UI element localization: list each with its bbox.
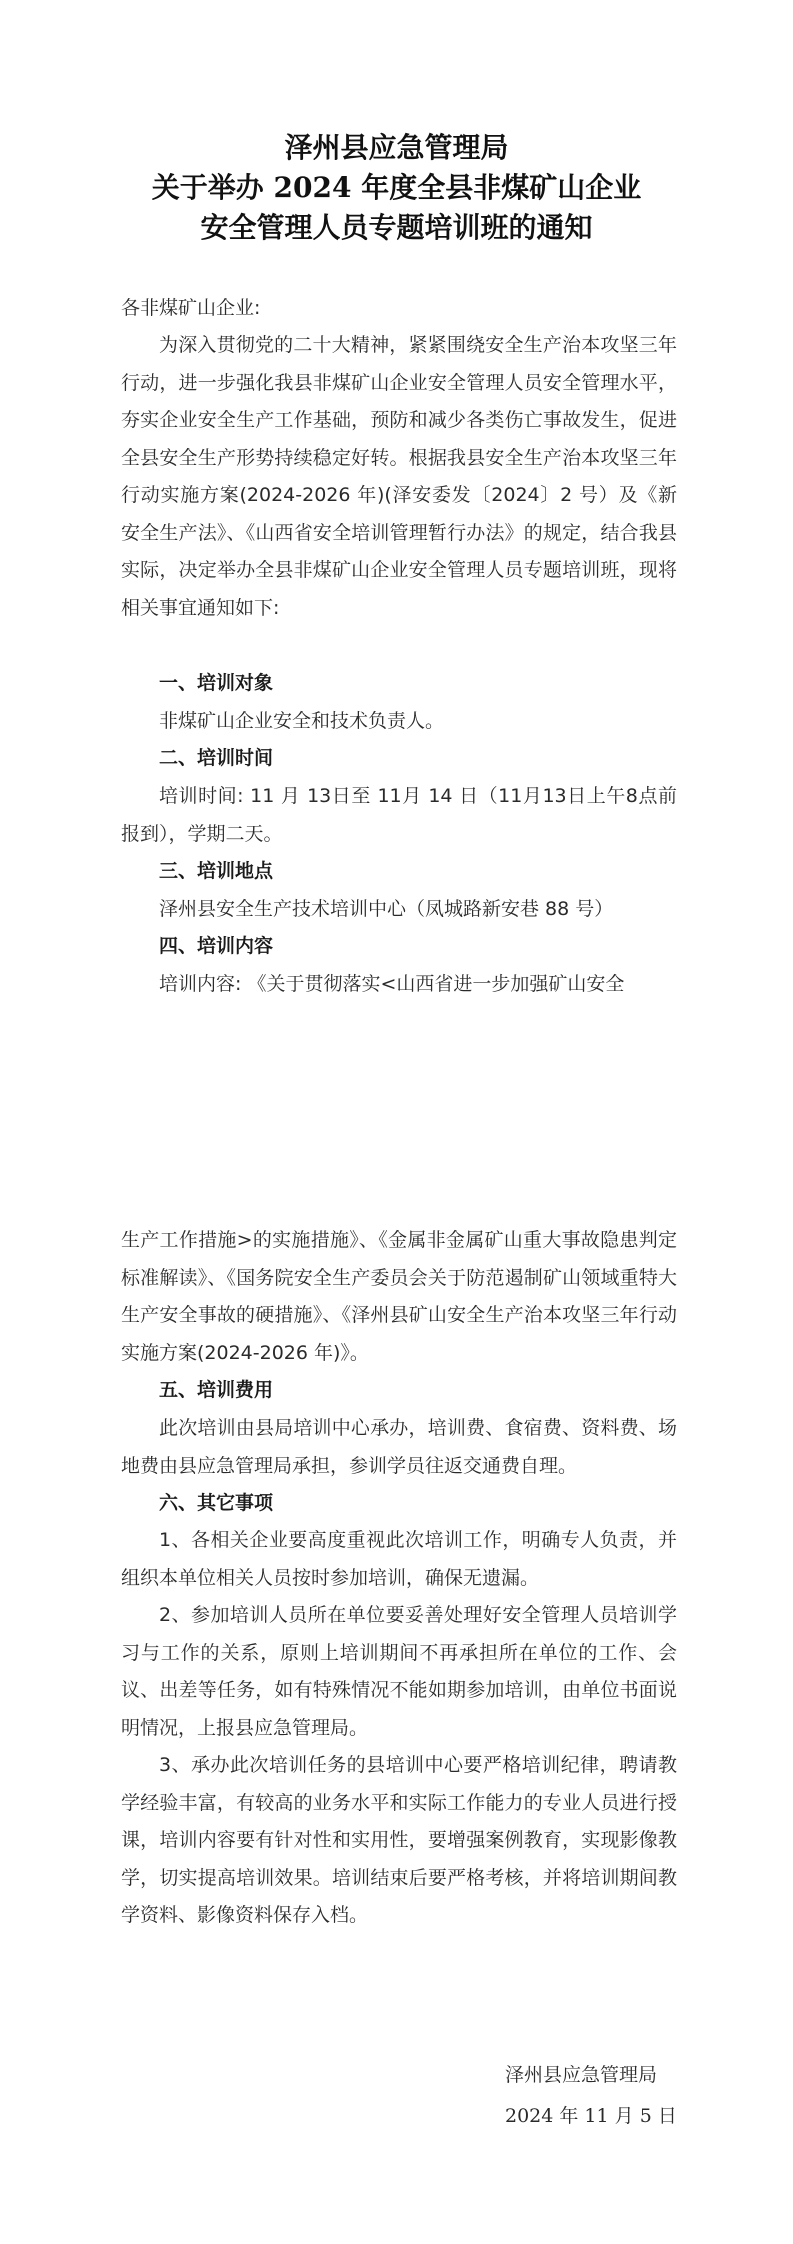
signature-org: 泽州县应急管理局 <box>505 2064 658 2086</box>
section-6-item-3: 3、承办此次培训任务的县培训中心要严格培训纪律，聘请教学经验丰富，有较高的业务水平和实际工作能力的专业人员进行授课，培训内容要有针对性和实用性，要增强案例教育，实现影像教学，切实提高培训效果。培训结束后要严格考核，并将培训期间教学资料、影像资料保存入档。 <box>121 1754 677 1926</box>
document-title <box>0 128 793 248</box>
section-6-item-2: 2、参加培训人员所在单位要妥善处理好安全管理人员培训学习与工作的关系，原则上培训期间不再承担所在单位的工作、会议、出差等任务，如有特殊情况不能如期参加培训，由单位书面说明情况，上报县应急管理局。 <box>121 1604 677 1739</box>
salutation: 各非煤矿山企业: <box>121 297 261 319</box>
section-1-heading: 一、培训对象 <box>159 672 274 694</box>
section-6-item-1: 1、各相关企业要高度重视此次培训工作，明确专人负责，并组织本单位相关人员按时参加培训，确保无遗漏。 <box>121 1529 677 1589</box>
signature-date: 2024 年 11 月 5 日 <box>505 2105 677 2127</box>
title-line-1: 泽州县应急管理局 <box>284 131 509 164</box>
section-2-heading: 二、培训时间 <box>159 747 274 769</box>
section-1-text: 非煤矿山企业安全和技术负责人。 <box>159 710 445 732</box>
section-3-heading: 三、培训地点 <box>159 860 274 882</box>
title-line-2: 关于举办 2024 年度全县非煤矿山企业 <box>151 171 642 204</box>
section-5-heading: 五、培训费用 <box>159 1379 274 1401</box>
section-5-text: 此次培训由县局培训中心承办，培训费、食宿费、资料费、场地费由县应急管理局承担，参训学员往返交通费自理。 <box>121 1417 677 1477</box>
section-2-text: 培训时间: 11 月 13日至 11月 14 日（11月13日上午8点前报到），学期二天。 <box>121 785 677 845</box>
section-4-text-continued: 生产工作措施>的实施措施》、《金属非金属矿山重大事故隐患判定标准解读》、《国务院安全生产委员会关于防范遏制矿山领域重特大生产安全事故的硬措施》、《泽州县矿山安全生产治本攻坚三年行动实施方案(2024-2026 年)》。 <box>121 1229 677 1364</box>
intro-paragraph: 为深入贯彻党的二十大精神，紧紧围绕安全生产治本攻坚三年行动，进一步强化我县非煤矿山企业安全管理人员安全管理水平，夯实企业安全生产工作基础，预防和减少各类伤亡事故发生，促进全县安全生产形势持续稳定好转。根据我县安全生产治本攻坚三年行动实施方案(2024-2026 年)(泽安委发〔2024〕2 号）及《新安全生产法》、《山西省安全培训管理暂行办法》的规定，结合我县实际，决定举办全县非煤矿山企业安全管理人员专题培训班，现将相关事宜通知如下: <box>121 334 677 619</box>
section-4-heading: 四、培训内容 <box>159 935 274 957</box>
section-6-heading: 六、其它事项 <box>159 1492 274 1514</box>
title-line-3: 安全管理人员专题培训班的通知 <box>200 211 593 244</box>
section-4-text-first: 培训内容: 《关于贯彻落实<山西省进一步加强矿山安全 <box>159 973 625 995</box>
section-3-text: 泽州县安全生产技术培训中心（凤城路新安巷 88 号） <box>159 898 614 920</box>
